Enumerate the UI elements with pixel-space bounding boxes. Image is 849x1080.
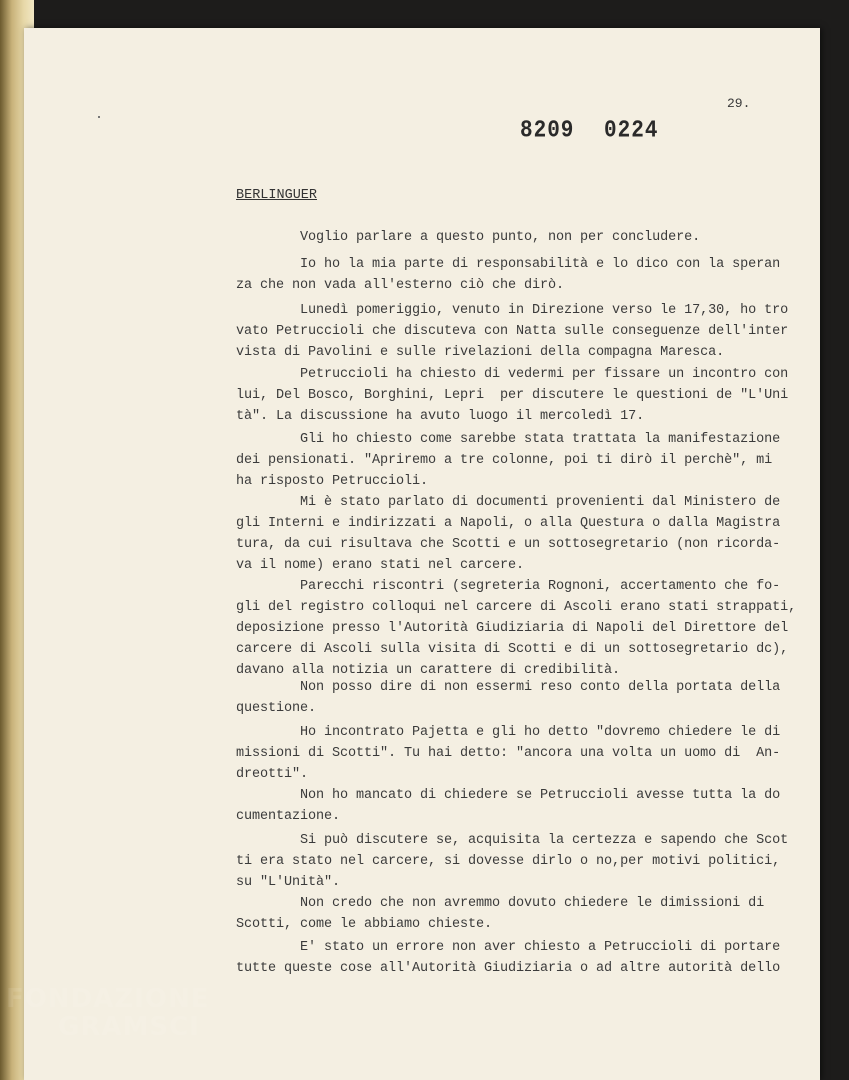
watermark-line-2: GRAMSCI [58, 1012, 200, 1042]
archive-number: 8209 0224 [520, 118, 659, 145]
paragraph-9: Ho incontrato Pajetta e gli ho detto "dovremo chiedere le di missioni di Scotti". Tu hai detto: "ancora una volta un uomo di An- dreotti". [236, 725, 781, 782]
paragraph-13: E' stato un errore non aver chiesto a Petruccioli di portare tutte queste cose all'Autorità Giudiziaria o ad altre autorità dello [236, 940, 781, 976]
watermark-line-1: FONDAZIONE [6, 984, 210, 1014]
paragraph-3: Lunedì pomeriggio, venuto in Direzione verso le 17,30, ho tro vato Petruccioli che discuteva con Natta sulle conseguenze dell'inter vista di Pavolini e sulle rivelazioni della compagna Maresca. [236, 303, 789, 360]
paragraph-5: Gli ho chiesto come sarebbe stata trattata la manifestazione dei pensionati. "Apriremo a tre colonne, poi ti dirò il perchè", mi ha risposto Petruccioli. [236, 432, 781, 489]
paragraph-2: Io ho la mia parte di responsabilità e lo dico con la speran za che non vada all'esterno ciò che dirò. [236, 257, 781, 293]
paragraph-1: Voglio parlare a questo punto, non per concludere. [236, 230, 701, 245]
section-heading: BERLINGUER [236, 188, 318, 203]
paragraph-10: Non ho mancato di chiedere se Petruccioli avesse tutta la do cumentazione. [236, 788, 781, 824]
paragraph-12: Non credo che non avremmo dovuto chiedere le dimissioni di Scotti, come le abbiamo chieste. [236, 896, 765, 932]
paragraph-7: Parecchi riscontri (segreteria Rognoni, accertamento che fo- gli del registro colloqui nel carcere di Ascoli erano stati strappati, deposizione presso l'Autorità Giudiziaria di Napoli del Direttore del carcere di Ascoli sulla visita di Scotti e di un sottosegretario dc), davano alla notizia un carattere di credibilità. [236, 579, 797, 678]
paragraph-6: Mi è stato parlato di documenti provenienti dal Ministero de gli Interni e indirizzati a Napoli, o alla Questura o dalla Magistra tura, da cui risultava che Scotti e un sottosegretario (non ricorda- va il nome) erano stati nel carcere. [236, 495, 781, 573]
fondazione-gramsci-watermark [6, 984, 210, 1042]
page-number: 29. [727, 96, 751, 111]
paragraph-4: Petruccioli ha chiesto di vedermi per fissare un incontro con lui, Del Bosco, Borghini, Lepri per discutere le questioni de "L'Uni tà". La discussione ha avuto luogo il mercoledì 17. [236, 367, 789, 424]
paragraph-11: Si può discutere se, acquisita la certezza e sapendo che Scot ti era stato nel carcere, si dovesse dirlo o no,per motivi politici, su "L'Unità". [236, 833, 789, 890]
ink-dot [98, 116, 100, 118]
paragraph-8: Non posso dire di non essermi reso conto della portata della questione. [236, 680, 781, 716]
